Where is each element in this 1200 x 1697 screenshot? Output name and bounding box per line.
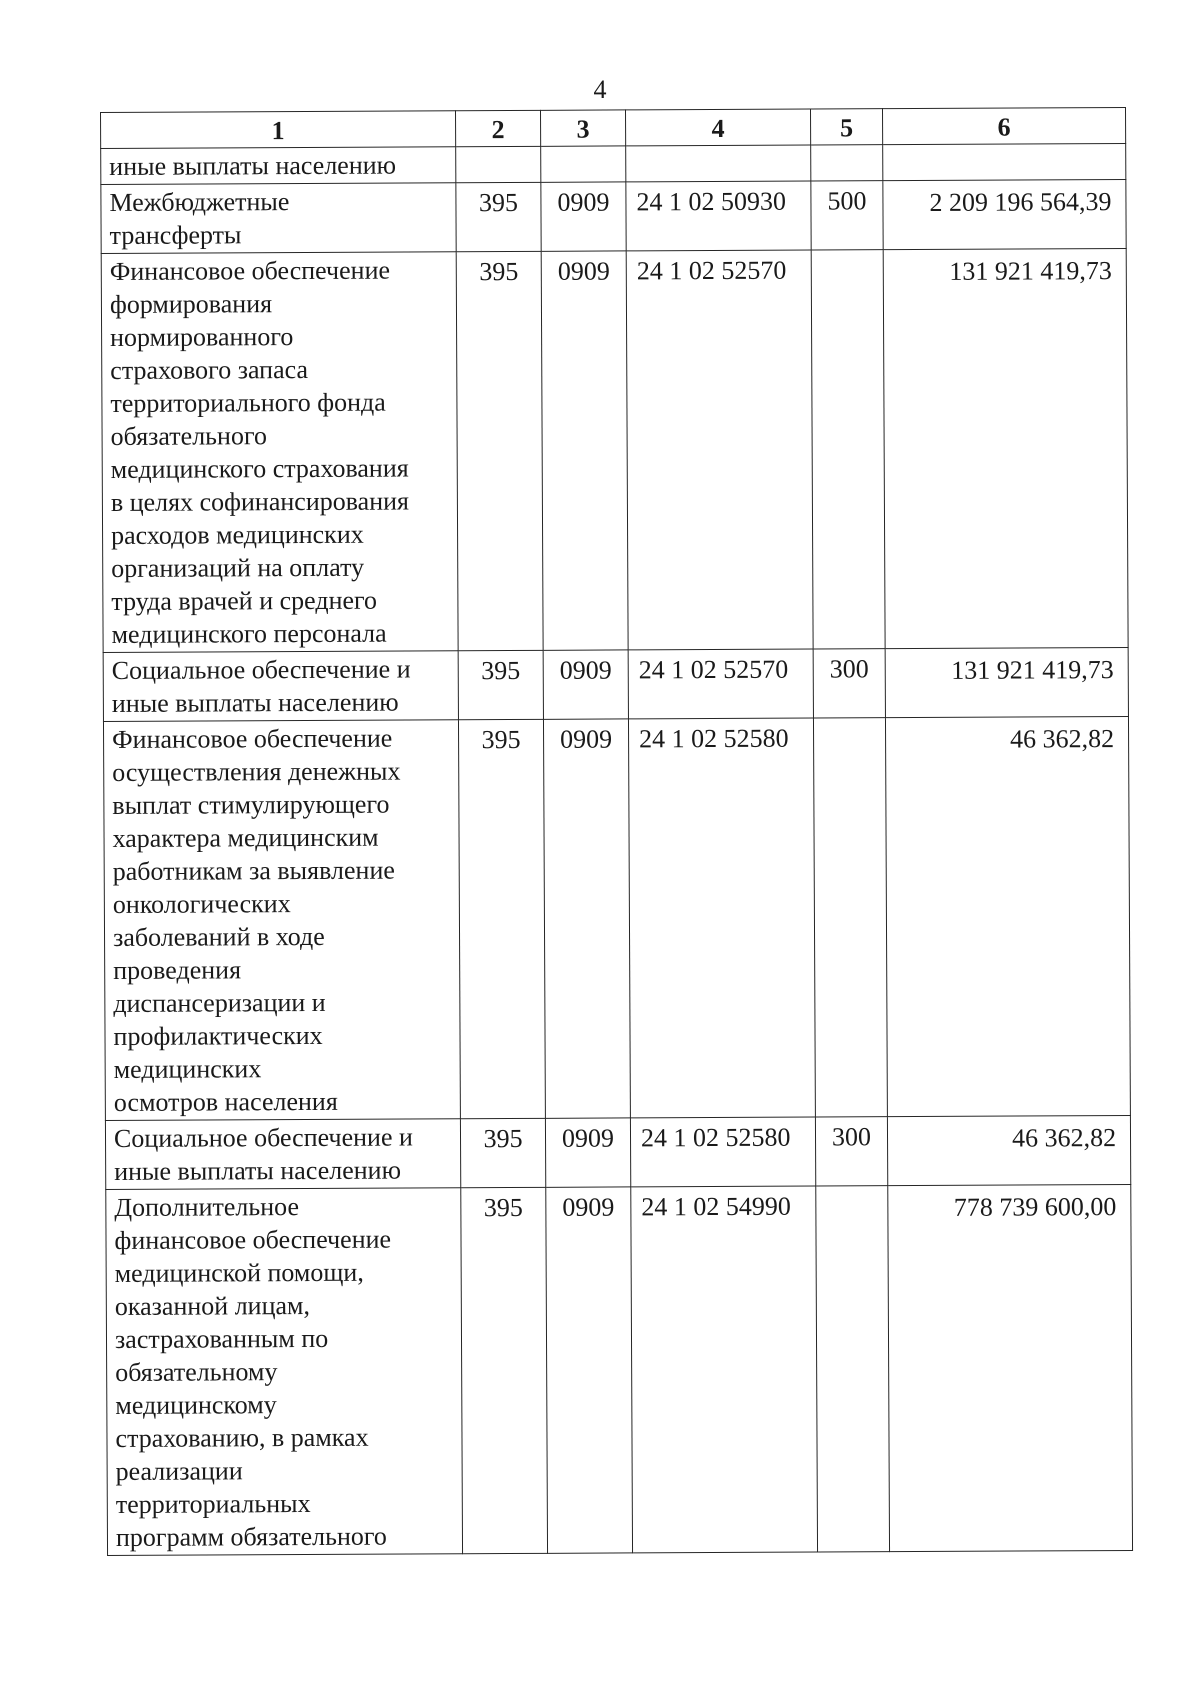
- expense-type-code-cell: 500: [811, 181, 883, 250]
- section-code-cell: 0909: [546, 1187, 633, 1553]
- target-item-code-cell: [626, 145, 811, 182]
- expense-type-code-cell: [811, 250, 885, 649]
- table-row: [105, 1115, 1130, 1189]
- expense-type-code-cell: 300: [815, 1117, 887, 1186]
- column-header-2: 2: [455, 110, 540, 146]
- amount-cell: [883, 143, 1126, 180]
- department-code-cell: [456, 146, 541, 182]
- section-code-cell: 0909: [545, 1118, 630, 1187]
- department-code-cell: 395: [456, 182, 541, 251]
- expense-type-code-cell: [816, 1186, 890, 1552]
- row-name-cell: Межбюджетные трансферты: [101, 183, 456, 254]
- amount-cell: 131 921 419,73: [883, 248, 1128, 648]
- table-row: [101, 179, 1126, 253]
- row-name-cell: Социальное обеспечение и иные выплаты населению: [103, 651, 458, 722]
- target-item-code-cell: 24 1 02 50930: [626, 181, 811, 251]
- department-code-cell: 395: [458, 650, 543, 719]
- row-name-cell: иные выплаты населению: [101, 147, 456, 185]
- department-code-cell: 395: [456, 251, 543, 650]
- table-row: [101, 143, 1126, 184]
- row-name-cell: Дополнительное финансовое обеспечение медицинской помощи, оказанной лицам, застрахованным по обязательному медицинскому страхованию, в рамках реализации территориальных программ обязательного: [106, 1188, 463, 1556]
- column-header-3: 3: [540, 110, 625, 146]
- expense-type-code-cell: [813, 718, 887, 1117]
- column-header-4: 4: [625, 109, 810, 146]
- amount-cell: 46 362,82: [887, 1115, 1130, 1185]
- amount-cell: 46 362,82: [885, 716, 1130, 1116]
- department-code-cell: 395: [460, 1118, 545, 1187]
- section-code-cell: 0909: [541, 251, 628, 650]
- section-code-cell: [541, 146, 626, 182]
- page-number: 4: [593, 75, 607, 104]
- target-item-code-cell: 24 1 02 52570: [626, 250, 813, 650]
- expense-type-code-cell: [811, 145, 883, 181]
- column-header-5: 5: [810, 109, 882, 145]
- department-code-cell: 395: [458, 719, 545, 1118]
- row-name-cell: Финансовое обеспечение формирования нормированного страхового запаса территориального фонда обязательного медицинского страхования в целях софинансирования расходов медицинских организаций на оплату труда врачей и среднего медицинского персонала: [101, 252, 458, 653]
- amount-cell: 131 921 419,73: [885, 647, 1128, 717]
- amount-cell: 2 209 196 564,39: [883, 179, 1126, 249]
- target-item-code-cell: 24 1 02 52580: [628, 718, 815, 1118]
- expense-type-code-cell: 300: [813, 649, 885, 718]
- target-item-code-cell: 24 1 02 54990: [631, 1186, 818, 1553]
- section-code-cell: 0909: [543, 719, 630, 1118]
- budget-table: [100, 107, 1133, 1556]
- column-header-6: 6: [882, 107, 1125, 144]
- row-name-cell: Финансовое обеспечение осуществления денежных выплат стимулирующего характера медицинским работникам за выявление онкологических заболеваний в ходе проведения диспансеризации и профилактических медицинских осмотров населения: [103, 720, 460, 1121]
- section-code-cell: 0909: [543, 650, 628, 719]
- table-row: [106, 1184, 1133, 1555]
- column-header-1: 1: [101, 111, 456, 149]
- target-item-code-cell: 24 1 02 52580: [630, 1117, 815, 1187]
- table-row: [103, 647, 1128, 721]
- amount-cell: 778 739 600,00: [888, 1184, 1133, 1551]
- department-code-cell: 395: [461, 1187, 548, 1553]
- section-code-cell: 0909: [541, 182, 626, 251]
- target-item-code-cell: 24 1 02 52570: [628, 649, 813, 719]
- row-name-cell: Социальное обеспечение и иные выплаты населению: [105, 1119, 460, 1190]
- table-row: [101, 248, 1128, 652]
- table-row: [103, 716, 1130, 1120]
- table-header-row: [101, 107, 1126, 148]
